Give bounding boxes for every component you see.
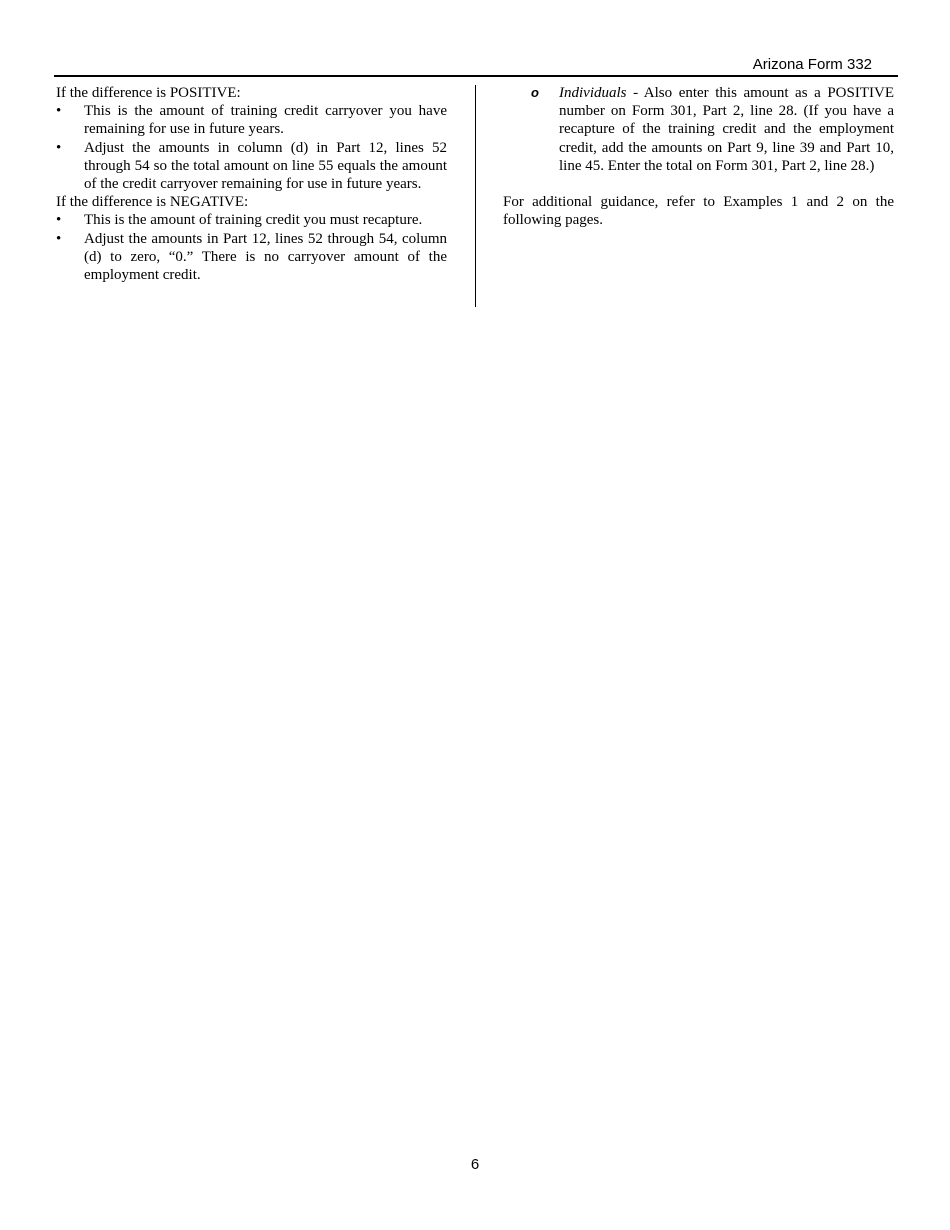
negative-heading: If the difference is NEGATIVE: — [56, 194, 249, 211]
negative-list — [56, 211, 447, 284]
list-item — [56, 139, 447, 194]
list-item-text: This is the amount of training credit you must recapture. — [84, 212, 423, 229]
right-column — [503, 84, 894, 229]
page-number: 6 — [470, 1156, 480, 1173]
bullet-icon: • — [56, 230, 62, 247]
list-item — [56, 211, 447, 229]
list-item-text: Adjust the amounts in column (d) in Part 12, lines 52 through 54 so the total amount on line 55 equals the amount of the credit carryover remaining for use in future years. — [84, 139, 447, 193]
positive-list — [56, 102, 447, 193]
list-item — [56, 230, 447, 285]
individuals-label: Individuals — [559, 85, 627, 101]
individuals-sub-item — [503, 84, 894, 175]
left-column — [56, 84, 447, 284]
header-rule — [54, 75, 898, 77]
bullet-icon: • — [56, 139, 62, 156]
list-item-text: Adjust the amounts in Part 12, lines 52 through 54, column (d) to zero, “0.” There is no carryover amount of the employment credit. — [84, 230, 447, 284]
individuals-text: - Also enter this amount as a POSITIVE number on Form 301, Part 2, line 28. (If you have a recapture of the training credit and the employment credit, add the amounts on Part 9, line 39 and Part 10, line 45. Enter the total on Form 301, Part 2, line 28.) — [559, 85, 894, 174]
bullet-icon: • — [56, 103, 62, 120]
positive-heading: If the difference is POSITIVE: — [56, 85, 241, 101]
list-item-text: This is the amount of training credit carryover you have remaining for use in future years. — [84, 103, 447, 138]
column-divider — [475, 85, 476, 307]
list-item — [56, 102, 447, 138]
circle-bullet-icon: o — [531, 85, 539, 100]
form-title: Arizona Form 332 — [752, 56, 872, 73]
bullet-icon: • — [56, 212, 62, 229]
guidance-paragraph: For additional guidance, refer to Examples 1 and 2 on the following pages. — [503, 194, 894, 229]
